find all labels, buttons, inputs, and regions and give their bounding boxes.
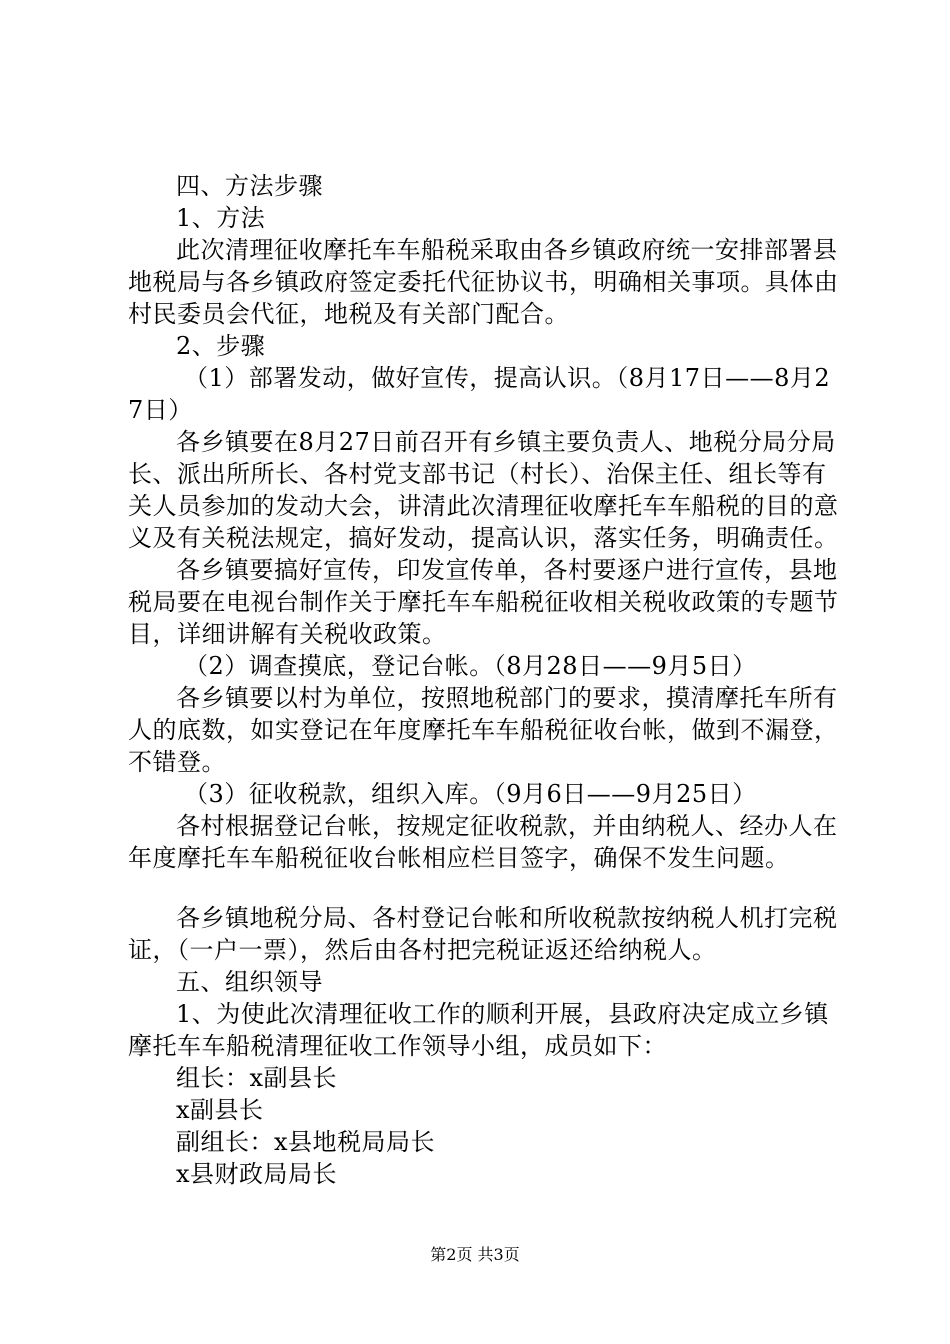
- section-heading-methods: 四、方法步骤: [176, 172, 323, 200]
- step-2-heading: （2）调查摸底，登记台帐。（8月28日——9月5日）: [184, 652, 757, 680]
- paragraph-leading-group: 1、为使此次清理征收工作的顺利开展，县政府决定成立乡镇摩托车车船税清理征收工作领导小组，成员如下：: [128, 1000, 829, 1060]
- paragraph-step-1-meeting: 各乡镇要在8月27日前召开有乡镇主要负责人、地税分局分局长、派出所所长、各村党支部书记（村长）、治保主任、组长等有关人员参加的发动大会，讲清此次清理征收摩托车车船税的目的意义及有关税法规定，搞好发动，提高认识，落实任务，明确责任。: [128, 428, 839, 552]
- step-1-heading: （1）部署发动，做好宣传，提高认识。（8月17日——8月27日）: [128, 364, 831, 424]
- step-3-heading: （3）征收税款，组织入库。（9月6日——9月25日）: [184, 780, 757, 808]
- paragraph-step-2: 各乡镇要以村为单位，按照地税部门的要求，摸清摩托车所有人的底数，如实登记在年度摩托车车船税征收台帐，做到不漏登，不错登。: [128, 684, 839, 776]
- paragraph-step-1-publicity: 各乡镇要搞好宣传，印发宣传单，各村要逐户进行宣传，县地税局要在电视台制作关于摩托车车船税征收相关税收政策的专题节目，详细讲解有关税收政策。: [128, 556, 839, 648]
- subheading-method: 1、方法: [176, 204, 266, 232]
- member-deputy-leader: 副组长：x县地税局局长: [176, 1128, 436, 1156]
- member-leader-2: x副县长: [176, 1096, 264, 1124]
- member-deputy-leader-2: x县财政局局长: [176, 1160, 338, 1188]
- page-footer: 第2页 共3页: [430, 1245, 520, 1264]
- paragraph-step-3: 各村根据登记台帐，按规定征收税款，并由纳税人、经办人在年度摩托车车船税征收台帐相应栏目签字，确保不发生问题。: [128, 812, 838, 872]
- document-body: [128, 170, 843, 1190]
- section-heading-organization: 五、组织领导: [176, 968, 323, 996]
- member-leader: 组长：x副县长: [176, 1064, 338, 1092]
- paragraph-method: 此次清理征收摩托车车船税采取由各乡镇政府统一安排部署县地税局与各乡镇政府签定委托代征协议书，明确相关事项。具体由村民委员会代征，地税及有关部门配合。: [128, 236, 839, 328]
- subheading-steps: 2、步骤: [176, 332, 266, 360]
- paragraph-tax-certificate: 各乡镇地税分局、各村登记台帐和所收税款按纳税人机打完税证，（一户一票），然后由各村把完税证返还给纳税人。: [128, 904, 838, 964]
- paragraph-gap: [128, 874, 843, 902]
